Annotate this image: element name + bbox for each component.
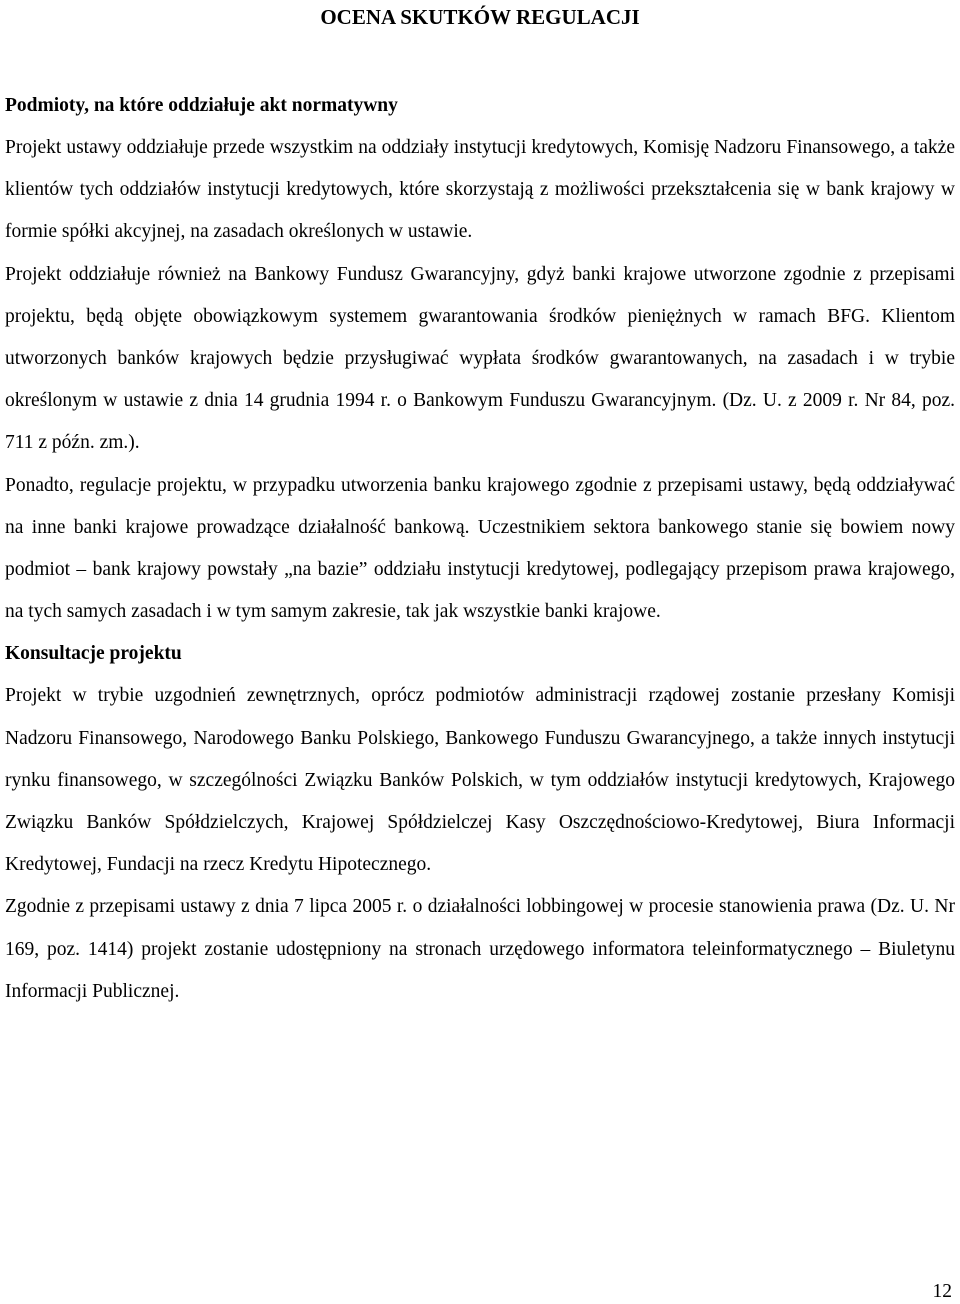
paragraph: Projekt ustawy oddziałuje przede wszystkim na oddziały instytucji kredytowych, Komisję Nadzoru Finansowego, a także klientów tych oddziałów instytucji kredytowych, które skorzystają z możliwości przekształcenia się w bank krajowy w formie spółki akcyjnej, na zasadach określonych w ustawie. xyxy=(5,137,955,243)
section-consultations xyxy=(5,633,955,1013)
paragraph: Projekt w trybie uzgodnień zewnętrznych, oprócz podmiotów administracji rządowej zostanie przesłany Komisji Nadzoru Finansowego, Narodowego Banku Polskiego, Bankowego Funduszu Gwarancyjnego, a także innych instytucji rynku finansowego, w szczególności Związku Banków Polskich, w tym oddziałów instytucji kredytowych, Krajowego Związku Banków Spółdzielczych, Krajowej Spółdzielczej Kasy Oszczędnościowo-Kredytowej, Biura Informacji Kredytowej, Fundacji na rzecz Kredytu Hipotecznego. xyxy=(5,685,955,876)
document-title: OCENA SKUTKÓW REGULACJI xyxy=(320,5,640,29)
section-affected-entities xyxy=(5,85,955,633)
page-number: 12 xyxy=(932,1281,952,1302)
paragraph: Ponadto, regulacje projektu, w przypadku utworzenia banku krajowego zgodnie z przepisami ustawy, będą oddziaływać na inne banki krajowe prowadzące działalność bankową. Uczestnikiem sektora bankowego stanie się bowiem nowy podmiot – bank krajowy powstały „na bazie” oddziału instytucji kredytowej, podlegający przepisom prawa krajowego, na tych samych zasadach i w tym samym zakresie, tak jak wszystkie banki krajowe. xyxy=(5,474,955,623)
paragraph: Projekt oddziałuje również na Bankowy Fundusz Gwarancyjny, gdyż banki krajowe utworzone zgodnie z przepisami projektu, będą objęte obowiązkowym systemem gwarantowania środków pieniężnych w ramach BFG. Klientom utworzonych banków krajowych będzie przysługiwać wypłata środków gwarantowanych, na zasadach i w trybie określonym w ustawie z dnia 14 grudnia 1994 r. o Bankowym Funduszu Gwarancyjnym. (Dz. U. z 2009 r. Nr 84, poz. 711 z późn. zm.). xyxy=(5,263,955,454)
section-heading: Podmioty, na które oddziałuje akt normatywny xyxy=(5,95,398,116)
document-body xyxy=(5,85,955,1013)
paragraph: Zgodnie z przepisami ustawy z dnia 7 lipca 2005 r. o działalności lobbingowej w procesie stanowienia prawa (Dz. U. Nr 169, poz. 1414) projekt zostanie udostępniony na stronach urzędowego informatora teleinformatycznego – Biuletynu Informacji Publicznej. xyxy=(5,896,955,1002)
section-heading: Konsultacje projektu xyxy=(5,643,182,665)
